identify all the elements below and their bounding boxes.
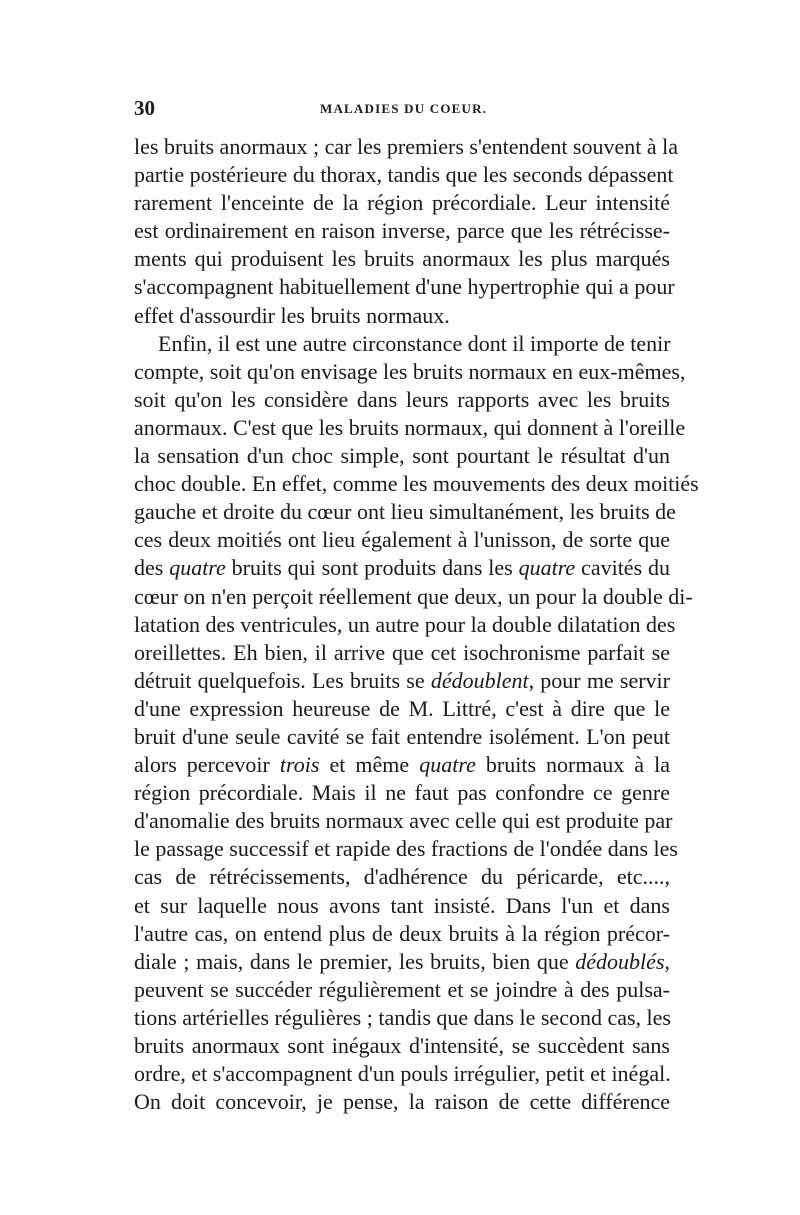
text-segment: ces deux moitiés ont lieu également à l'unisson, de sorte que bbox=[134, 527, 670, 553]
text-segment: partie postérieure du thorax, tandis que les seconds dépassent bbox=[134, 162, 674, 188]
text-line bbox=[134, 358, 686, 386]
text-line bbox=[134, 470, 699, 498]
text-segment: le passage successif et rapide des fractions de l'ondée dans les bbox=[134, 836, 678, 862]
text-line bbox=[134, 667, 670, 695]
text-line bbox=[134, 526, 670, 554]
text-segment: d'une expression heureuse de M. Littré, c'est à dire que le bbox=[134, 695, 670, 721]
text-segment: oreillettes. Eh bien, il arrive que cet isochronisme parfait se bbox=[134, 639, 670, 665]
text-segment: bruits qui sont produits dans les bbox=[225, 555, 519, 581]
italic-text: dédoublés bbox=[575, 948, 665, 974]
text-segment: cavités du bbox=[575, 555, 670, 581]
text-line bbox=[134, 1032, 670, 1060]
text-segment: s'accompagnent habituellement d'une hypertrophie qui a pour bbox=[134, 274, 675, 300]
text-segment: est ordinairement en raison inverse, parce que les rétrécisse- bbox=[134, 218, 670, 244]
text-line bbox=[134, 245, 670, 273]
text-line bbox=[134, 723, 670, 751]
text-segment: bruits anormaux sont inégaux d'intensité, se succèdent sans bbox=[134, 1033, 670, 1058]
text-segment: et même bbox=[319, 752, 420, 778]
text-line bbox=[134, 1060, 670, 1088]
text-line bbox=[134, 639, 670, 667]
text-segment: compte, soit qu'on envisage les bruits normaux en eux-mêmes, bbox=[134, 358, 686, 384]
italic-text: quatre bbox=[419, 752, 476, 778]
text-segment: cœur on n'en perçoit réellement que deux, un pour la double di- bbox=[134, 583, 693, 609]
text-line bbox=[134, 611, 676, 639]
text-line bbox=[134, 302, 670, 330]
text-segment: effet d'assourdir les bruits normaux. bbox=[134, 302, 450, 328]
text-segment: cas de rétrécissements, d'adhérence du péricarde, etc...., bbox=[134, 864, 670, 890]
text-line bbox=[134, 442, 670, 470]
text-segment: l'autre cas, on entend plus de deux bruits à la région précor- bbox=[134, 920, 670, 946]
text-line bbox=[134, 273, 675, 301]
text-line bbox=[134, 1004, 670, 1032]
text-line bbox=[134, 695, 670, 723]
text-segment: latation des ventricules, un autre pour la double dilatation des bbox=[134, 611, 676, 637]
text-segment: bruit d'une seule cavité se fait entendre isolément. L'on peut bbox=[134, 723, 670, 749]
text-line bbox=[134, 133, 679, 161]
text-line bbox=[134, 554, 670, 582]
italic-text: quatre bbox=[518, 555, 576, 581]
page-number: 30 bbox=[134, 96, 155, 120]
text-segment: , pour me servir bbox=[528, 667, 670, 693]
text-segment: Enfin, il est une autre circonstance dont il importe de tenir bbox=[158, 330, 671, 356]
text-segment: choc double. En effet, comme les mouvements des deux moitiés bbox=[134, 471, 699, 497]
text-segment: ordre, et s'accompagnent d'un pouls irrégulier, petit et inégal. bbox=[134, 1061, 671, 1087]
text-segment: ments qui produisent les bruits anormaux les plus marqués bbox=[134, 246, 670, 272]
text-segment: tions artérielles régulières ; tandis que dans le second cas, les bbox=[134, 1004, 671, 1030]
text-segment: gauche et droite du cœur ont lieu simultanément, les bruits de bbox=[134, 499, 676, 525]
text-segment: , bbox=[664, 948, 670, 974]
text-line bbox=[134, 807, 673, 835]
text-line bbox=[134, 414, 686, 442]
text-line bbox=[134, 217, 670, 245]
italic-text: dédoublent bbox=[430, 667, 529, 693]
text-segment: et sur laquelle nous avons tant insisté. Dans l'un et dans bbox=[134, 892, 670, 918]
text-segment: On doit concevoir, je pense, la raison de cette différence bbox=[134, 1089, 670, 1115]
text-line bbox=[134, 948, 670, 976]
italic-text: trois bbox=[279, 752, 320, 778]
text-segment: rarement l'enceinte de la région précordiale. Leur intensité bbox=[134, 190, 670, 216]
text-line bbox=[134, 498, 676, 526]
text-segment: d'anomalie des bruits normaux avec celle qui est produite par bbox=[134, 808, 673, 834]
running-title: MALADIES DU COEUR. bbox=[320, 101, 488, 116]
text-segment: la sensation d'un choc simple, sont pourtant le résultat d'un bbox=[134, 443, 670, 469]
text-line bbox=[134, 1088, 670, 1116]
text-segment: les bruits anormaux ; car les premiers s'entendent souvent à la bbox=[134, 134, 679, 159]
text-line bbox=[134, 161, 674, 189]
text-segment: anormaux. C'est que les bruits normaux, qui donnent à l'oreille bbox=[134, 414, 686, 440]
text-segment: peuvent se succéder régulièrement et se joindre à des pulsa- bbox=[134, 976, 670, 1002]
text-segment: des bbox=[134, 555, 170, 581]
page-header bbox=[134, 96, 670, 122]
text-line bbox=[134, 751, 670, 779]
text-segment: détruit quelquefois. Les bruits se bbox=[134, 667, 431, 693]
text-line bbox=[134, 779, 670, 807]
text-line bbox=[134, 330, 670, 358]
text-segment: région précordiale. Mais il ne faut pas confondre ce genre bbox=[134, 780, 670, 806]
body-text bbox=[134, 133, 699, 1116]
text-line bbox=[134, 920, 670, 948]
text-line bbox=[134, 863, 670, 891]
text-line bbox=[134, 976, 670, 1004]
text-line bbox=[134, 583, 693, 611]
text-segment: diale ; mais, dans le premier, les bruits, bien que bbox=[134, 948, 576, 974]
text-line bbox=[134, 892, 670, 920]
text-line bbox=[134, 835, 678, 863]
text-line bbox=[134, 386, 670, 414]
text-line bbox=[134, 189, 670, 217]
italic-text: quatre bbox=[169, 555, 226, 581]
text-segment: bruits normaux à la bbox=[475, 752, 670, 778]
text-segment: soit qu'on les considère dans leurs rapports avec les bruits bbox=[134, 386, 670, 412]
text-segment: alors percevoir bbox=[134, 752, 280, 778]
